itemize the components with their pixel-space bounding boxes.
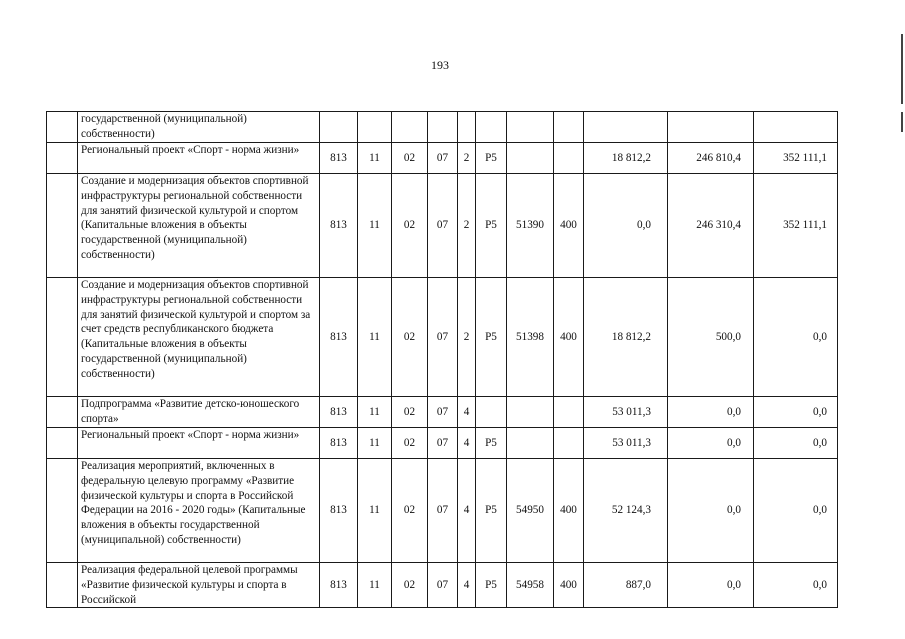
blank-cell xyxy=(47,428,78,459)
project-code: P5 xyxy=(476,428,507,459)
blank-cell xyxy=(47,143,78,174)
subprogram-code: 2 xyxy=(458,174,476,278)
table-row xyxy=(47,563,838,608)
sum-2021: 352 111,1 xyxy=(754,143,838,174)
ministry-code: 813 xyxy=(320,174,358,278)
row-name: Реализация федеральной целевой программы «Развитие физической культуры и спорта в Российской xyxy=(78,563,320,608)
blank-cell xyxy=(47,563,78,608)
budget-table xyxy=(46,111,838,608)
sum-2021: 0,0 xyxy=(754,278,838,397)
program-code xyxy=(428,112,458,143)
sum-2020: 0,0 xyxy=(668,459,754,563)
scan-edge-mark xyxy=(901,34,903,104)
sum-2021: 0,0 xyxy=(754,563,838,608)
subprogram-code: 2 xyxy=(458,278,476,397)
blank-cell xyxy=(47,174,78,278)
subsection-code: 02 xyxy=(392,397,428,428)
sum-2021: 0,0 xyxy=(754,428,838,459)
project-code: P5 xyxy=(476,278,507,397)
subsection-code: 02 xyxy=(392,428,428,459)
program-code: 07 xyxy=(428,174,458,278)
table-row xyxy=(47,428,838,459)
project-code: P5 xyxy=(476,174,507,278)
ministry-code: 813 xyxy=(320,278,358,397)
expense-type-code: 400 xyxy=(554,563,584,608)
subsection-code: 02 xyxy=(392,143,428,174)
ministry-code: 813 xyxy=(320,459,358,563)
sum-2021: 0,0 xyxy=(754,397,838,428)
direction-code xyxy=(507,428,554,459)
expense-type-code: 400 xyxy=(554,278,584,397)
direction-code xyxy=(507,143,554,174)
project-code xyxy=(476,112,507,143)
expense-type-code xyxy=(554,112,584,143)
project-code: P5 xyxy=(476,459,507,563)
direction-code: 51398 xyxy=(507,278,554,397)
section-code: 11 xyxy=(358,459,392,563)
row-name: Региональный проект «Спорт - норма жизни» xyxy=(78,428,320,459)
ministry-code: 813 xyxy=(320,563,358,608)
expense-type-code xyxy=(554,397,584,428)
sum-2019: 53 011,3 xyxy=(584,428,668,459)
program-code: 07 xyxy=(428,428,458,459)
sum-2020: 0,0 xyxy=(668,563,754,608)
section-code: 11 xyxy=(358,428,392,459)
section-code: 11 xyxy=(358,143,392,174)
subprogram-code: 4 xyxy=(458,428,476,459)
direction-code: 54950 xyxy=(507,459,554,563)
table-row xyxy=(47,112,838,143)
ministry-code: 813 xyxy=(320,428,358,459)
project-code: P5 xyxy=(476,143,507,174)
direction-code xyxy=(507,112,554,143)
direction-code xyxy=(507,397,554,428)
sum-2020: 246 810,4 xyxy=(668,143,754,174)
project-code: P5 xyxy=(476,563,507,608)
blank-cell xyxy=(47,278,78,397)
sum-2019: 0,0 xyxy=(584,174,668,278)
subsection-code xyxy=(392,112,428,143)
row-name: Создание и модернизация объектов спортивной инфраструктуры региональной собственности для занятий физической культурой и спортом за счет средств республиканского бюджета (Капитальные вложения в объекты государственной (муниципальной) собственности) xyxy=(78,278,320,397)
sum-2019: 18 812,2 xyxy=(584,278,668,397)
blank-cell xyxy=(47,397,78,428)
sum-2020: 500,0 xyxy=(668,278,754,397)
sum-2020: 246 310,4 xyxy=(668,174,754,278)
blank-cell xyxy=(47,112,78,143)
project-code xyxy=(476,397,507,428)
sum-2019 xyxy=(584,112,668,143)
sum-2020: 0,0 xyxy=(668,428,754,459)
sum-2019: 53 011,3 xyxy=(584,397,668,428)
sum-2021: 352 111,1 xyxy=(754,174,838,278)
expense-type-code: 400 xyxy=(554,174,584,278)
expense-type-code: 400 xyxy=(554,459,584,563)
sum-2020: 0,0 xyxy=(668,397,754,428)
table-row xyxy=(47,174,838,278)
expense-type-code xyxy=(554,428,584,459)
sum-2020 xyxy=(668,112,754,143)
sum-2021 xyxy=(754,112,838,143)
program-code: 07 xyxy=(428,143,458,174)
program-code: 07 xyxy=(428,397,458,428)
sum-2019: 18 812,2 xyxy=(584,143,668,174)
table-row xyxy=(47,278,838,397)
row-name: Региональный проект «Спорт - норма жизни» xyxy=(78,143,320,174)
ministry-code: 813 xyxy=(320,397,358,428)
subsection-code: 02 xyxy=(392,278,428,397)
row-name: Реализация мероприятий, включенных в федеральную целевую программу «Развитие физической культуры и спорта в Российской Федерации на 2016 - 2020 годы» (Капитальные вложения в объекты государственной (муниципальной) собственности) xyxy=(78,459,320,563)
subprogram-code: 4 xyxy=(458,563,476,608)
table-row xyxy=(47,397,838,428)
program-code: 07 xyxy=(428,278,458,397)
table-row xyxy=(47,143,838,174)
direction-code: 54958 xyxy=(507,563,554,608)
sum-2021: 0,0 xyxy=(754,459,838,563)
subprogram-code: 4 xyxy=(458,397,476,428)
blank-cell xyxy=(47,459,78,563)
section-code: 11 xyxy=(358,174,392,278)
subsection-code: 02 xyxy=(392,459,428,563)
program-code: 07 xyxy=(428,563,458,608)
section-code: 11 xyxy=(358,563,392,608)
expense-type-code xyxy=(554,143,584,174)
ministry-code: 813 xyxy=(320,143,358,174)
subprogram-code: 4 xyxy=(458,459,476,563)
section-code: 11 xyxy=(358,278,392,397)
subsection-code: 02 xyxy=(392,563,428,608)
table-row xyxy=(47,459,838,563)
row-name: государственной (муниципальной) собственности) xyxy=(78,112,320,143)
section-code: 11 xyxy=(358,397,392,428)
subsection-code: 02 xyxy=(392,174,428,278)
sum-2019: 887,0 xyxy=(584,563,668,608)
section-code xyxy=(358,112,392,143)
page-number: 193 xyxy=(431,58,449,72)
sum-2019: 52 124,3 xyxy=(584,459,668,563)
subprogram-code xyxy=(458,112,476,143)
row-name: Создание и модернизация объектов спортивной инфраструктуры региональной собственности для занятий физической культурой и спортом (Капитальные вложения в объекты государственной (муниципальной) собственности) xyxy=(78,174,320,278)
subprogram-code: 2 xyxy=(458,143,476,174)
scan-edge-mark xyxy=(901,112,903,132)
row-name: Подпрограмма «Развитие детско-юношеского спорта» xyxy=(78,397,320,428)
ministry-code xyxy=(320,112,358,143)
direction-code: 51390 xyxy=(507,174,554,278)
program-code: 07 xyxy=(428,459,458,563)
